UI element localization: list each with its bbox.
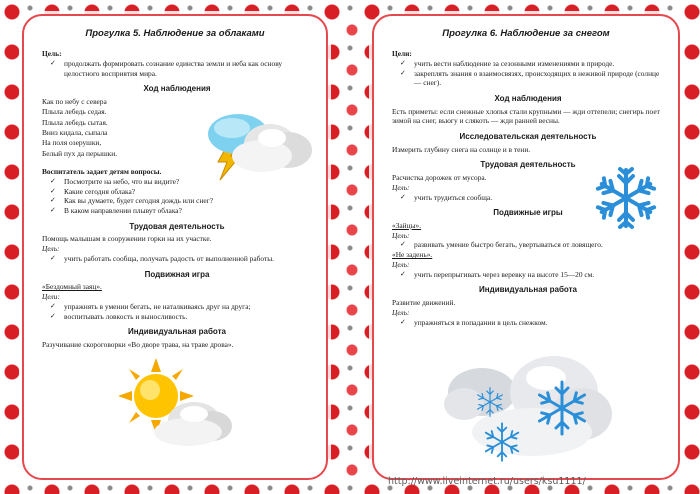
list-item: ✓ воспитывать ловкость и выносливость. bbox=[42, 312, 312, 322]
right-game1-goal-list bbox=[392, 240, 664, 250]
left-work-text: Помощь малышам в сооружении горки на их участке. bbox=[42, 234, 212, 244]
list-item: ✓ учить трудиться сообща. bbox=[392, 193, 664, 203]
right-individual-goal-label: Цель: bbox=[392, 307, 410, 317]
left-goal-label: Цель: bbox=[42, 49, 62, 58]
poem-line: Вниз кидала, сыпала bbox=[42, 127, 108, 137]
list-item: ✓ учить работать сообща, получать радость от выполненной работы. bbox=[42, 254, 312, 264]
list-item: ✓ закреплять знания о взаимосвязях, происходящих в неживой природе (солнце — снег). bbox=[392, 69, 664, 89]
left-work-title: Трудовая деятельность bbox=[129, 221, 225, 231]
cloud-lightning-icon bbox=[200, 106, 320, 192]
left-game-title: Подвижная игра bbox=[144, 269, 210, 279]
list-item: ✓ развивать умение быстро бегать, увертываться от ловящего. bbox=[392, 240, 664, 250]
right-work-goal-label: Цель: bbox=[392, 182, 410, 192]
list-item: ✓ Посмотрите на небо, что вы видите? bbox=[42, 177, 312, 187]
left-page bbox=[22, 14, 328, 480]
right-observation-title: Ход наблюдения bbox=[494, 94, 562, 104]
left-game-goal-label: Цели: bbox=[42, 291, 60, 301]
list-item: ✓ упражняться в попадании в цель снежком. bbox=[392, 318, 664, 328]
right-game1-name: «Зайцы». bbox=[392, 220, 422, 230]
right-game2-name: «Не задень». bbox=[392, 250, 433, 260]
left-individual-text: Разучивание скороговорки «Во дворе трава, на траве дрова». bbox=[42, 339, 234, 349]
left-observation-title: Ход наблюдения bbox=[143, 84, 211, 94]
right-goal-label: Цели: bbox=[392, 49, 412, 58]
right-individual-goal-list bbox=[392, 318, 664, 328]
poem-line: На поля озерушки, bbox=[42, 138, 102, 148]
left-goal-list bbox=[42, 59, 312, 79]
list-item: ✓ продолжать формировать сознание единства земли и неба как основу целостного восприятия мира. bbox=[42, 59, 312, 79]
list-item: ✓ упражнять в умении бегать, не наталкиваясь друг на друга; bbox=[42, 302, 312, 312]
left-page-title: Прогулка 5. Наблюдение за облаками bbox=[85, 28, 265, 39]
list-item: ✓ В каком направлении плывут облака? bbox=[42, 206, 312, 216]
right-individual-text: Развитие движений. bbox=[392, 297, 456, 307]
list-item: ✓ учить вести наблюдение за сезонными изменениями в природе. bbox=[392, 59, 664, 69]
list-item: ✓ учить перепрыгивать через веревку на высоте 15—20 см. bbox=[392, 270, 664, 280]
right-game2-goal-label: Цель: bbox=[392, 259, 410, 269]
right-observation-text: Есть приметы: если снежные хлопья стали крупными — жди оттепели; снегирь поет зимой на снег, вьюгу и слякоть — жди ранней весны. bbox=[392, 106, 660, 126]
right-individual-title: Индивидуальная работа bbox=[479, 285, 577, 295]
right-work-text: Расчистка дорожек от мусора. bbox=[392, 173, 487, 182]
poem-line: Как по небу с севера bbox=[42, 96, 107, 106]
left-game-name: «Бездомный заяц». bbox=[42, 282, 102, 292]
watermark-url: http://www.liveinternet.ru/users/ksu1111/ bbox=[388, 476, 586, 487]
poem-line: Плыла лебедь седая. bbox=[42, 107, 107, 117]
right-page bbox=[372, 14, 680, 480]
left-individual-title: Индивидуальная работа bbox=[128, 327, 226, 337]
right-goal-list bbox=[392, 59, 664, 88]
left-game-goal-list bbox=[42, 302, 312, 322]
right-page-title: Прогулка 6. Наблюдение за снегом bbox=[442, 28, 610, 39]
right-work-title: Трудовая деятельность bbox=[480, 160, 576, 170]
right-research-title: Исследовательская деятельность bbox=[459, 132, 597, 142]
left-work-goal-list bbox=[42, 254, 312, 264]
right-games-title: Подвижные игры bbox=[493, 208, 563, 218]
list-item: ✓ Какие сегодня облака? bbox=[42, 187, 312, 197]
questions-label: Воспитатель задает детям вопросы. bbox=[42, 167, 162, 176]
right-game2-goal-list bbox=[392, 270, 664, 280]
list-item: ✓ Как вы думаете, будет сегодня дождь или снег? bbox=[42, 196, 312, 206]
right-game1-goal-label: Цель: bbox=[392, 230, 410, 240]
snowflake-icon bbox=[594, 166, 658, 230]
poem-line: Белый пух да перышки. bbox=[42, 148, 118, 158]
left-work-goal-label: Цель: bbox=[42, 244, 60, 254]
sun-cloud-icon bbox=[116, 356, 236, 456]
poem-line: Плыла лебедь сытая. bbox=[42, 117, 108, 127]
right-research-text: Измерить глубину снега на солнце и в тени. bbox=[392, 144, 531, 154]
left-content bbox=[24, 49, 326, 350]
snow-clouds-icon bbox=[442, 344, 612, 462]
